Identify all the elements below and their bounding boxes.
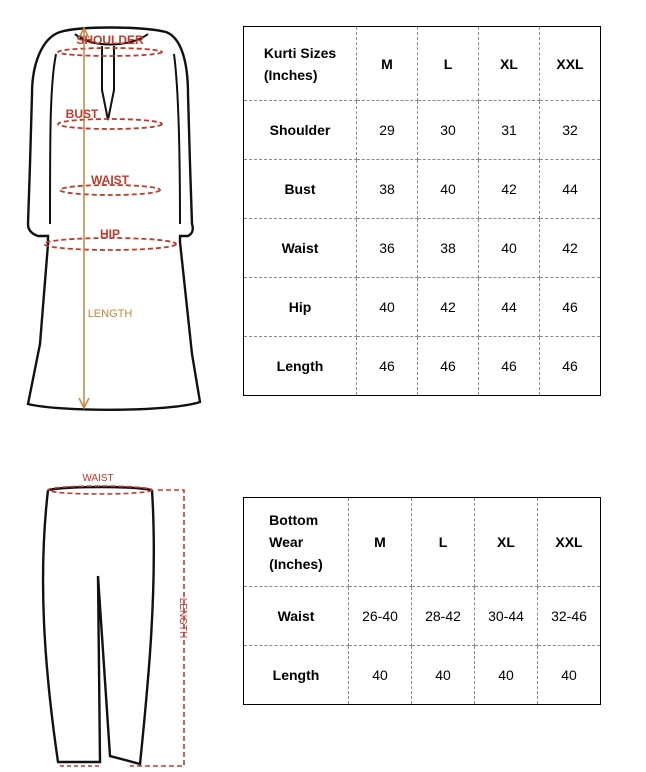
table-cell: 29 [357, 101, 418, 160]
bottom-row-waist [244, 587, 601, 646]
bottom-table-header-row [244, 498, 601, 587]
kurti-table-header-row [244, 27, 601, 101]
table-cell: 44 [479, 278, 540, 337]
bottom-header-xxl: XXL [538, 498, 601, 587]
table-cell: 42 [418, 278, 479, 337]
shoulder-measure-line [58, 48, 162, 56]
table-cell: 46 [540, 278, 601, 337]
table-cell: 46 [357, 337, 418, 396]
table-cell: 42 [540, 219, 601, 278]
kurti-row-label: Length [244, 337, 357, 396]
table-cell: 38 [357, 160, 418, 219]
kurti-header-xl: XL [479, 27, 540, 101]
bottom-wear-size-table [243, 497, 601, 705]
kurti-placket [102, 46, 114, 120]
kurti-header-xxl: XXL [540, 27, 601, 101]
hip-label: HIP [99, 227, 121, 241]
table-cell: 38 [418, 219, 479, 278]
kurti-right-sleeve [174, 54, 180, 224]
kurti-row-label: Shoulder [244, 101, 357, 160]
kurti-row-length [244, 337, 601, 396]
table-cell: 46 [418, 337, 479, 396]
table-cell: 40 [418, 160, 479, 219]
table-cell: 44 [540, 160, 601, 219]
kurti-header-m: M [357, 27, 418, 101]
bust-label: BUST [65, 107, 99, 121]
kurti-row-label: Hip [244, 278, 357, 337]
table-cell: 32-46 [538, 587, 601, 646]
bottom-waist-label: WAIST [82, 473, 114, 484]
kurti-header-label-cell [244, 27, 357, 101]
bottom-row-label: Length [244, 646, 349, 705]
kurti-row-hip [244, 278, 601, 337]
shoulder-label: SHOULDER [76, 33, 144, 47]
kurti-illustration [20, 24, 206, 416]
kurti-row-shoulder [244, 101, 601, 160]
table-cell: 40 [357, 278, 418, 337]
bottom-length-measure-line [130, 490, 184, 766]
bottom-header-label: Bottom Wear (Inches) [269, 512, 323, 572]
table-cell: 40 [475, 646, 538, 705]
table-cell: 42 [479, 160, 540, 219]
kurti-row-bust [244, 160, 601, 219]
kurti-size-table [243, 26, 601, 396]
bottom-header-xl: XL [475, 498, 538, 587]
table-cell: 28-42 [412, 587, 475, 646]
table-cell: 46 [540, 337, 601, 396]
waist-label: WAIST [91, 173, 129, 187]
kurti-row-label: Bust [244, 160, 357, 219]
bottom-row-length [244, 646, 601, 705]
table-cell: 30 [418, 101, 479, 160]
table-cell: 40 [479, 219, 540, 278]
kurti-header-l: L [418, 27, 479, 101]
kurti-row-waist [244, 219, 601, 278]
bottom-length-label: LENGTH [177, 597, 188, 639]
kurti-left-sleeve [50, 54, 56, 224]
table-cell: 36 [357, 219, 418, 278]
table-cell: 26-40 [349, 587, 412, 646]
table-cell: 32 [540, 101, 601, 160]
kurti-header-label: Kurti Sizes (Inches) [263, 44, 337, 83]
length-label: LENGTH [87, 308, 133, 320]
bottom-header-m: M [349, 498, 412, 587]
bottom-header-l: L [412, 498, 475, 587]
table-cell: 40 [412, 646, 475, 705]
bottom-header-label-cell [244, 498, 349, 587]
bottom-row-label: Waist [244, 587, 349, 646]
table-cell: 30-44 [475, 587, 538, 646]
table-cell: 40 [538, 646, 601, 705]
table-cell: 40 [349, 646, 412, 705]
bottom-wear-illustration [30, 466, 196, 772]
kurti-row-label: Waist [244, 219, 357, 278]
table-cell: 31 [479, 101, 540, 160]
table-cell: 46 [479, 337, 540, 396]
bottom-outline [43, 490, 154, 764]
